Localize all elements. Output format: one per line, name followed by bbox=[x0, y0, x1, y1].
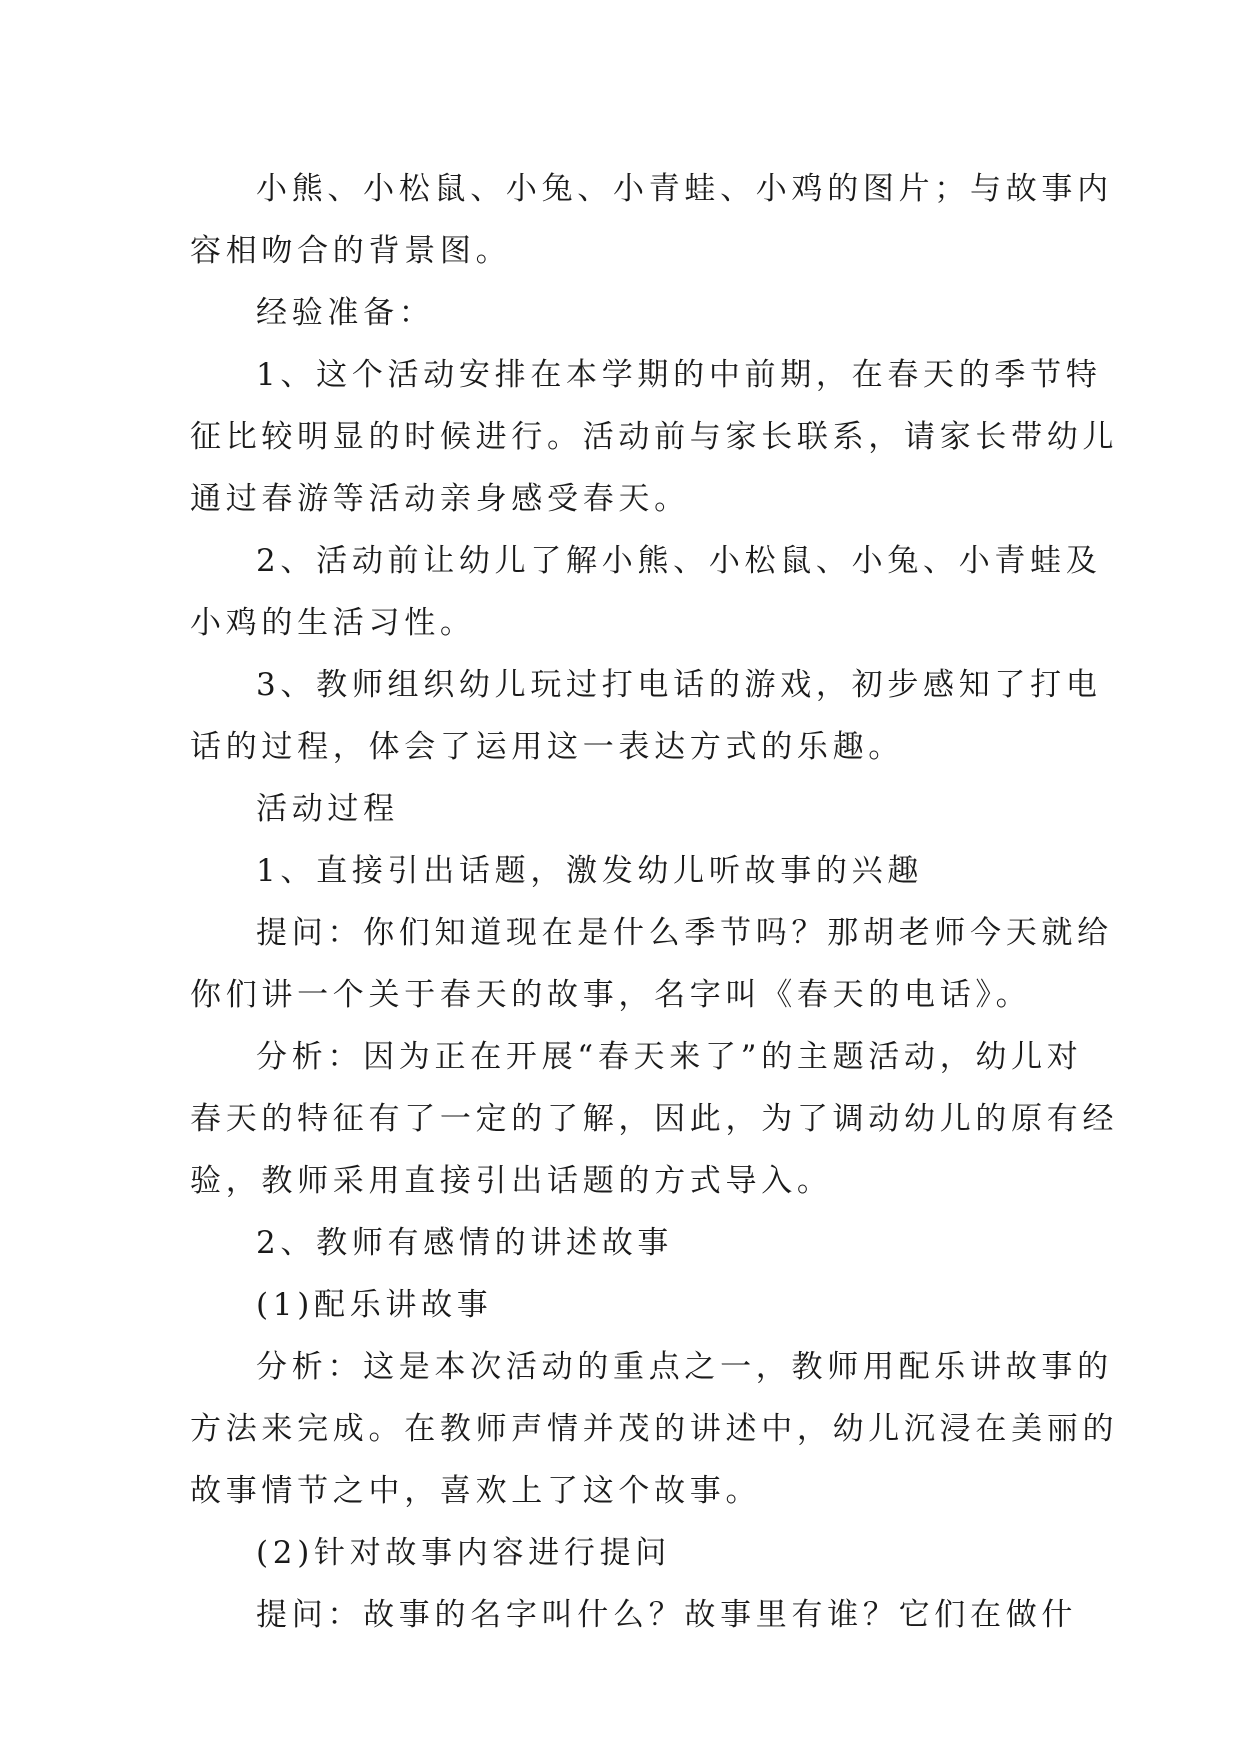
section-heading: 活动过程 bbox=[256, 791, 399, 827]
text-line: 2、活动前让幼儿了解小熊、小松鼠、小兔、小青蛙及 bbox=[256, 543, 1102, 579]
text-line: 小鸡的生活习性。 bbox=[190, 605, 476, 641]
text-line: 你们讲一个关于春天的故事，名字叫《春天的电话》。 bbox=[190, 977, 1032, 1013]
text-line: 小熊、小松鼠、小兔、小青蛙、小鸡的图片；与故事内 bbox=[256, 171, 1113, 207]
text-line: 验，教师采用直接引出话题的方式导入。 bbox=[190, 1163, 833, 1199]
text-line: 3、教师组织幼儿玩过打电话的游戏，初步感知了打电 bbox=[256, 667, 1102, 703]
text-line: 故事情节之中，喜欢上了这个故事。 bbox=[190, 1473, 762, 1509]
document-body bbox=[190, 158, 1119, 1646]
text-line: 通过春游等活动亲身感受春天。 bbox=[190, 481, 690, 517]
text-line: (1)配乐讲故事 bbox=[256, 1287, 493, 1323]
text-line: 1、直接引出话题，激发幼儿听故事的兴趣 bbox=[256, 853, 924, 889]
text-line: 容相吻合的背景图。 bbox=[190, 233, 512, 269]
text-line: 春天的特征有了一定的了解，因此，为了调动幼儿的原有经 bbox=[190, 1101, 1119, 1137]
text-line: 提问：故事的名字叫什么？故事里有谁？它们在做什 bbox=[256, 1597, 1078, 1633]
text-line: 提问：你们知道现在是什么季节吗？那胡老师今天就给 bbox=[256, 915, 1113, 951]
section-heading: 经验准备： bbox=[256, 295, 435, 331]
text-line: (2)针对故事内容进行提问 bbox=[256, 1535, 672, 1571]
text-line: 2、教师有感情的讲述故事 bbox=[256, 1225, 674, 1261]
text-line: 征比较明显的时候进行。活动前与家长联系，请家长带幼儿 bbox=[190, 419, 1119, 455]
text-line: 方法来完成。在教师声情并茂的讲述中，幼儿沉浸在美丽的 bbox=[190, 1411, 1119, 1447]
text-line: 分析：因为正在开展“春天来了”的主题活动，幼儿对 bbox=[256, 1039, 1083, 1075]
text-line: 1、这个活动安排在本学期的中前期，在春天的季节特 bbox=[256, 357, 1102, 393]
text-line: 话的过程，体会了运用这一表达方式的乐趣。 bbox=[190, 729, 904, 765]
text-line: 分析：这是本次活动的重点之一，教师用配乐讲故事的 bbox=[256, 1349, 1113, 1385]
